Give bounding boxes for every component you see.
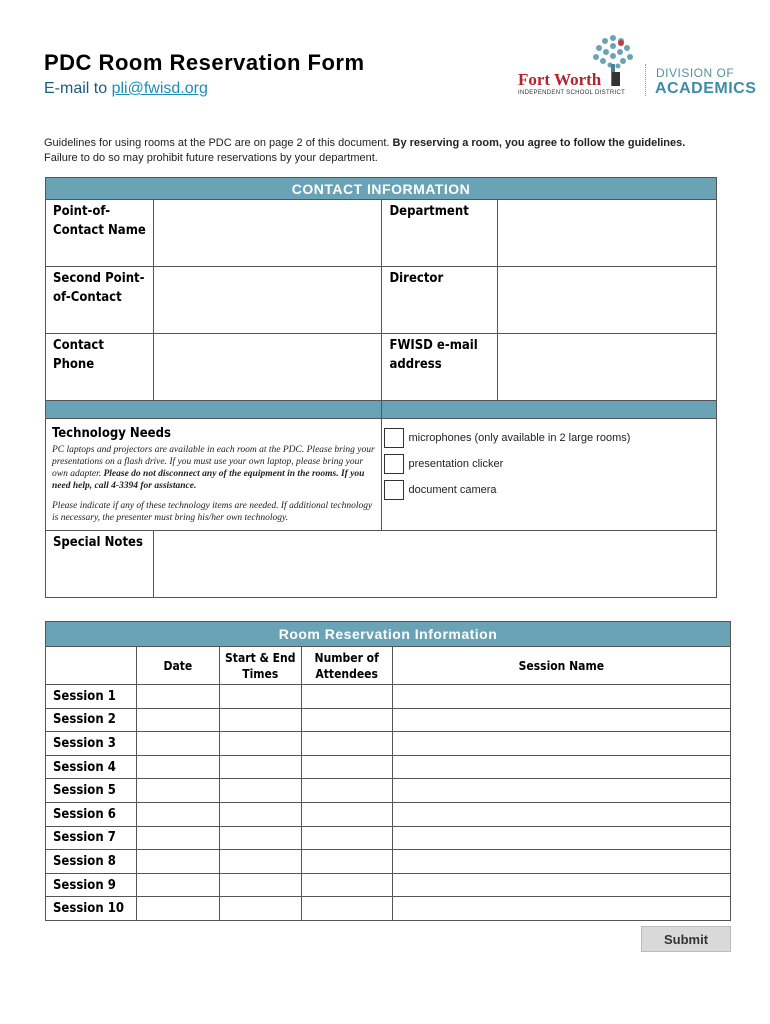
attendees-field[interactable] (301, 732, 392, 756)
microphones-label: microphones (only available in 2 large rooms) (408, 432, 631, 444)
technology-options (382, 419, 717, 531)
session-label: Session 2 (46, 708, 137, 732)
attendees-field[interactable] (301, 802, 392, 826)
session-name-header: Session Name (392, 647, 730, 685)
times-field[interactable] (219, 826, 301, 850)
clicker-label: presentation clicker (408, 458, 504, 470)
guidelines-bold: By reserving a room, you agree to follow the guidelines. (392, 137, 686, 149)
times-field[interactable] (219, 850, 301, 874)
second-poc-label: Second Point-of-Contact (46, 267, 154, 334)
email-line (44, 80, 208, 98)
session-name-field[interactable] (392, 685, 730, 709)
table-row (46, 897, 731, 921)
poc-label: Point-of-Contact Name (46, 200, 154, 267)
reservation-table (45, 621, 731, 921)
session-label: Session 1 (46, 685, 137, 709)
session-label: Session 8 (46, 850, 137, 874)
session-rows (46, 685, 731, 921)
table-row (46, 850, 731, 874)
academics-label: ACADEMICS (655, 80, 757, 97)
times-field[interactable] (219, 708, 301, 732)
guidelines-plain: Guidelines for using rooms at the PDC are on page 2 of this document. (44, 137, 393, 149)
session-name-field[interactable] (392, 873, 730, 897)
table-row (46, 802, 731, 826)
date-field[interactable] (136, 685, 219, 709)
blank-header (46, 647, 137, 685)
session-name-field[interactable] (392, 897, 730, 921)
table-row (46, 685, 731, 709)
times-header: Start & End Times (219, 647, 301, 685)
attendees-field[interactable] (301, 873, 392, 897)
session-label: Session 3 (46, 732, 137, 756)
option-document-camera[interactable] (382, 477, 716, 503)
date-field[interactable] (136, 850, 219, 874)
special-notes-field[interactable] (153, 531, 716, 598)
times-field[interactable] (219, 897, 301, 921)
fwisd-email-field[interactable] (498, 334, 717, 401)
date-field[interactable] (136, 897, 219, 921)
session-label: Session 10 (46, 897, 137, 921)
teal-divider-right (382, 401, 717, 419)
session-name-field[interactable] (392, 826, 730, 850)
technology-cell (46, 419, 382, 531)
technology-note-plain: PC laptops and projectors are available in each room at the PDC. Please bring your presentations on a flash drive. If you must use your own laptop, please bring your own adapter. (52, 445, 375, 479)
logo-divider (645, 64, 646, 96)
special-notes-label: Special Notes (46, 531, 154, 598)
attendees-field[interactable] (301, 685, 392, 709)
session-label: Session 4 (46, 755, 137, 779)
session-label: Session 5 (46, 779, 137, 803)
attendees-field[interactable] (301, 755, 392, 779)
table-row (46, 755, 731, 779)
option-clicker[interactable] (382, 451, 716, 477)
session-name-field[interactable] (392, 802, 730, 826)
session-label: Session 7 (46, 826, 137, 850)
teal-divider-left (46, 401, 382, 419)
form-title: PDC Room Reservation Form (44, 50, 365, 75)
session-name-field[interactable] (392, 850, 730, 874)
date-field[interactable] (136, 873, 219, 897)
org-subtitle: INDEPENDENT SCHOOL DISTRICT (518, 90, 626, 96)
submit-button[interactable]: Submit (641, 926, 731, 952)
technology-title: Technology Needs (52, 426, 171, 441)
date-field[interactable] (136, 826, 219, 850)
guidelines-text (44, 136, 685, 166)
clicker-checkbox[interactable] (384, 454, 404, 474)
date-field[interactable] (136, 779, 219, 803)
session-label: Session 6 (46, 802, 137, 826)
session-name-field[interactable] (392, 755, 730, 779)
technology-note2: Please indicate if any of these technology items are needed. If additional technology is necessary, the presenter must bring his/her own technology. (52, 501, 373, 523)
date-field[interactable] (136, 755, 219, 779)
session-name-field[interactable] (392, 708, 730, 732)
times-field[interactable] (219, 755, 301, 779)
technology-note (46, 444, 381, 492)
contact-table (45, 177, 717, 598)
guidelines-line2: Failure to do so may prohibit future reservations by your department. (44, 152, 378, 164)
attendees-field[interactable] (301, 708, 392, 732)
director-field[interactable] (498, 267, 717, 334)
document-camera-checkbox[interactable] (384, 480, 404, 500)
technology-note-bold: Please do not disconnect any of the equipment in the rooms. If you need help, call 4-3394 for assistance. (52, 469, 365, 491)
table-row (46, 708, 731, 732)
second-poc-field[interactable] (153, 267, 382, 334)
contact-header: CONTACT INFORMATION (46, 178, 717, 200)
attendees-field[interactable] (301, 779, 392, 803)
date-header: Date (136, 647, 219, 685)
phone-field[interactable] (153, 334, 382, 401)
fwisd-email-label: FWISD e-mail address (382, 334, 498, 401)
date-field[interactable] (136, 732, 219, 756)
email-link[interactable]: pli@fwisd.org (111, 80, 208, 97)
microphones-checkbox[interactable] (384, 428, 404, 448)
email-prefix: E-mail to (44, 80, 112, 97)
poc-field[interactable] (153, 200, 382, 267)
table-row (46, 873, 731, 897)
table-row (46, 779, 731, 803)
session-name-field[interactable] (392, 779, 730, 803)
date-field[interactable] (136, 708, 219, 732)
document-camera-label: document camera (408, 484, 497, 496)
building-icon (612, 72, 620, 86)
times-field[interactable] (219, 732, 301, 756)
times-field[interactable] (219, 802, 301, 826)
session-name-field[interactable] (392, 732, 730, 756)
times-field[interactable] (219, 685, 301, 709)
table-row (46, 826, 731, 850)
attendees-header: Number of Attendees (301, 647, 392, 685)
attendees-field[interactable] (301, 850, 392, 874)
director-label: Director (382, 267, 498, 334)
phone-label: Contact Phone (46, 334, 154, 401)
attendees-field[interactable] (301, 826, 392, 850)
attendees-field[interactable] (301, 897, 392, 921)
reservation-header: Room Reservation Information (46, 622, 731, 647)
department-field[interactable] (498, 200, 717, 267)
department-label: Department (382, 200, 498, 267)
times-field[interactable] (219, 779, 301, 803)
session-label: Session 9 (46, 873, 137, 897)
org-name: Fort Worth (518, 70, 602, 89)
option-microphones[interactable] (382, 425, 716, 451)
division-of-label: DIVISION OF (656, 66, 735, 80)
date-field[interactable] (136, 802, 219, 826)
table-row (46, 732, 731, 756)
times-field[interactable] (219, 873, 301, 897)
